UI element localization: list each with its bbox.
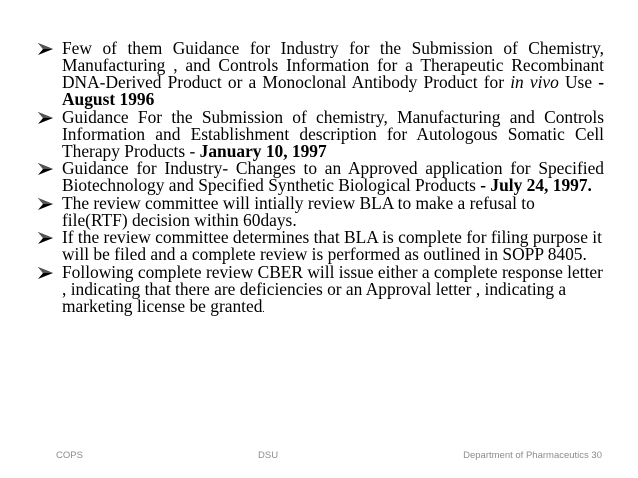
item-date: - July 24, 1997. [480,175,592,195]
item-text: If the review committee determines that BLA is complete for filing purpose it will be filed and a complete review is performed as outlined in SOPP 8405. [62,227,602,264]
bullet-item-rtf-review [38,192,604,230]
footer-left: COPS [56,450,83,461]
footer-center: DSU [258,450,279,461]
item-text: Few of them Guidance for Industry for the Submission of Chemistry, Manufacturing , and Controls Information for a Therapeutic Recombinant DNA-Derived Product or a Monoclonal Antibody Product for [62,38,604,92]
item-date: January 10, 1997 [199,140,327,161]
bullet-item-guidance-changes-1997 [38,160,604,194]
arrowhead-bullet-icon [38,112,54,124]
item-text-tail: Use [558,72,599,92]
item-period: . [262,303,265,314]
arrowhead-bullet-icon [38,43,54,55]
bullet-item-complete-review [38,229,604,263]
bullet-item-cber-response [38,261,604,318]
slide-footer [0,450,638,464]
item-text: Guidance for Industry- Changes to an Approved application for Specified Biotechnology and Specified Synthetic Biological Products [62,158,604,195]
arrowhead-bullet-icon [38,163,54,175]
bullet-item-guidance-cmc-1996 [38,40,604,108]
item-text: Guidance For the Submission of chemistry, Manufacturing and Controls Information and Establishment description for Autologous Somatic Cell Therapy Products - [62,106,604,161]
item-italic-text: in vivo [510,72,559,92]
arrowhead-bullet-icon [38,198,54,210]
item-text: Following complete review CBER will issue either a complete response letter , indicating that there are deficiencies or an Approval letter , indicating a marketing license be granted [62,261,603,316]
item-date: - August 1996 [62,72,604,109]
footer-page-info: Department of Pharmaceutics 30 [463,450,602,461]
arrowhead-bullet-icon [38,267,54,279]
item-text: The review committee will intially review BLA to make a refusal to file(RTF) decision within 60days. [62,192,535,230]
arrowhead-bullet-icon [38,232,54,244]
bullet-list [38,40,604,318]
bullet-item-guidance-cell-therapy-1997 [38,106,604,161]
